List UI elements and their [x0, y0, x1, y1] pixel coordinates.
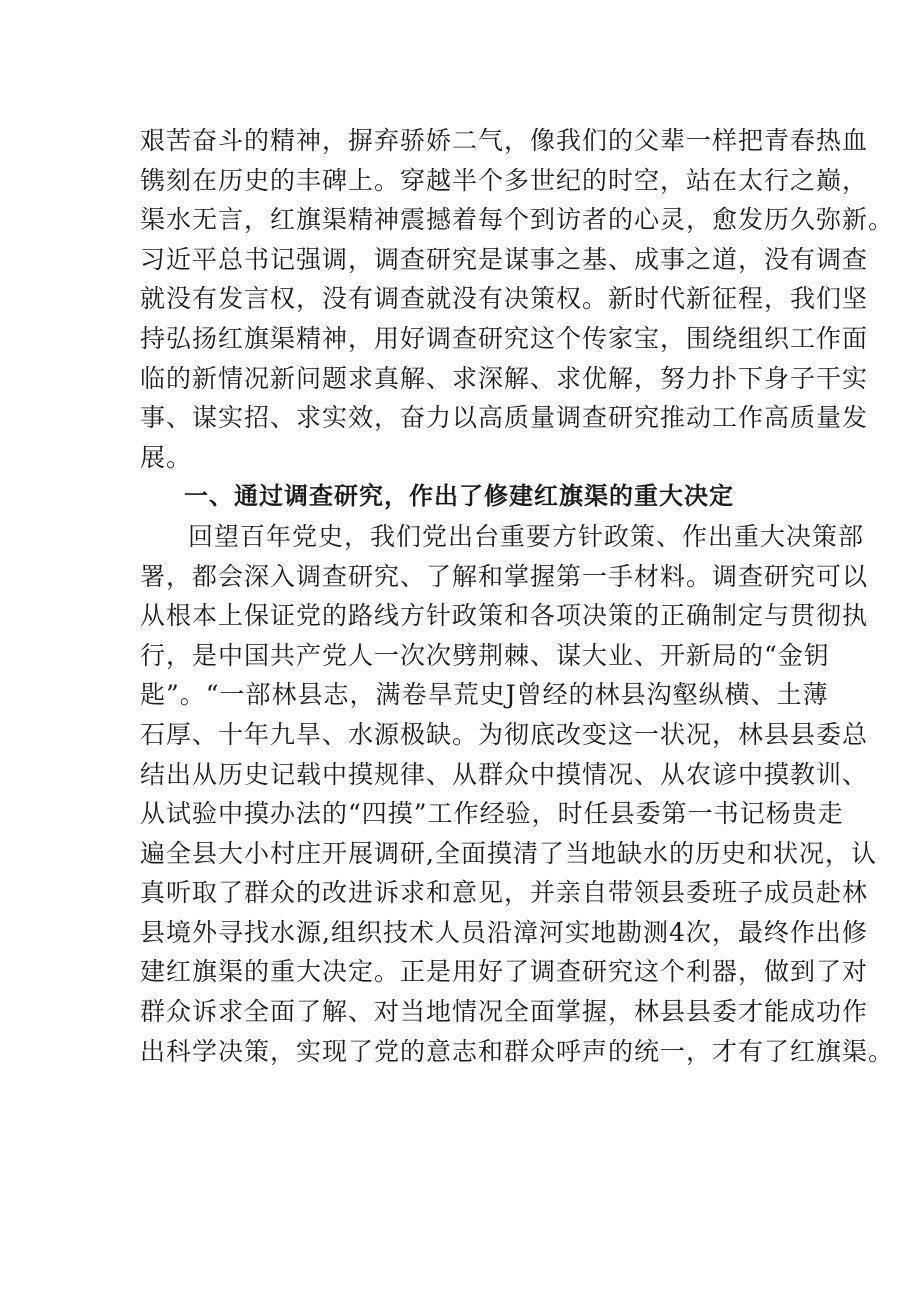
- paragraph-line: 渠水无言，红旗渠精神震撼着每个到访者的心灵，愈发历久弥新。: [140, 205, 895, 235]
- paragraph-line: 临的新情况新问题求真解、求深解、求优解，努力扑下身子干实: [140, 363, 869, 393]
- paragraph-line: 真听取了群众的改进诉求和意见，并亲自带领县委班子成员赴林: [140, 878, 869, 908]
- section-heading: 一、通过调查研究，作出了修建红旗渠的重大决定: [184, 482, 734, 511]
- paragraph-line: 石厚、十年九旱、水源极缺。为彻底改变这一状况，林县县委总: [140, 719, 869, 749]
- paragraph-line: 县境外寻找水源,组织技术人员沿漳河实地勘测4次，最终作出修: [140, 917, 868, 947]
- paragraph-line: 就没有发言权，没有调查就没有决策权。新时代新征程，我们坚: [140, 284, 869, 314]
- paragraph-line: 艰苦奋斗的精神，摒弃骄娇二气，像我们的父辈一样把青春热血: [140, 126, 869, 155]
- paragraph-line: 结出从历史记载中摸规律、从群众中摸情况、从农谚中摸教训、: [140, 759, 869, 789]
- paragraph-line: 出科学决策，实现了党的意志和群众呼声的统一，才有了红旗渠。: [140, 1036, 895, 1066]
- paragraph-line: 展。: [140, 442, 193, 472]
- paragraph-line: 习近平总书记强调，调查研究是谋事之基、成事之道，没有调查: [140, 244, 869, 274]
- paragraph-line: 群众诉求全面了解、对当地情况全面掌握，林县县委才能成功作: [140, 997, 869, 1027]
- paragraph-line: 署，都会深入调查研究、了解和掌握第一手材料。调查研究可以: [140, 561, 869, 591]
- body-text: [140, 121, 895, 1071]
- paragraph-line: 事、谋实招、求实效，奋力以高质量调查研究推动工作高质量发: [140, 403, 869, 433]
- paragraph-line: 从试验中摸办法的“四摸”工作经验，时任县委第一书记杨贵走: [140, 799, 844, 829]
- paragraph-line: 持弘扬红旗渠精神，用好调查研究这个传家宝，围绕组织工作面: [140, 323, 869, 353]
- paragraph-line: 建红旗渠的重大决定。正是用好了调查研究这个利器，做到了对: [140, 957, 869, 987]
- paragraph-line: 匙”。“一部林县志，满卷旱荒史J曾经的林县沟壑纵横、土薄: [140, 680, 829, 710]
- paragraph-line: 回望百年党史，我们党出台重要方针政策、作出重大决策部: [188, 521, 865, 551]
- paragraph-line: 从根本上保证党的路线方针政策和各项决策的正确制定与贯彻执: [140, 601, 869, 631]
- paragraph-line: 镌刻在历史的丰碑上。穿越半个多世纪的时空，站在太行之巅，: [140, 165, 869, 195]
- paragraph-line: 遍全县大小村庄开展调研,全面摸清了当地缺水的历史和状况，认: [140, 838, 877, 868]
- paragraph-line: 行，是中国共产党人一次次劈荆棘、谋大业、开新局的“金钥: [140, 640, 830, 670]
